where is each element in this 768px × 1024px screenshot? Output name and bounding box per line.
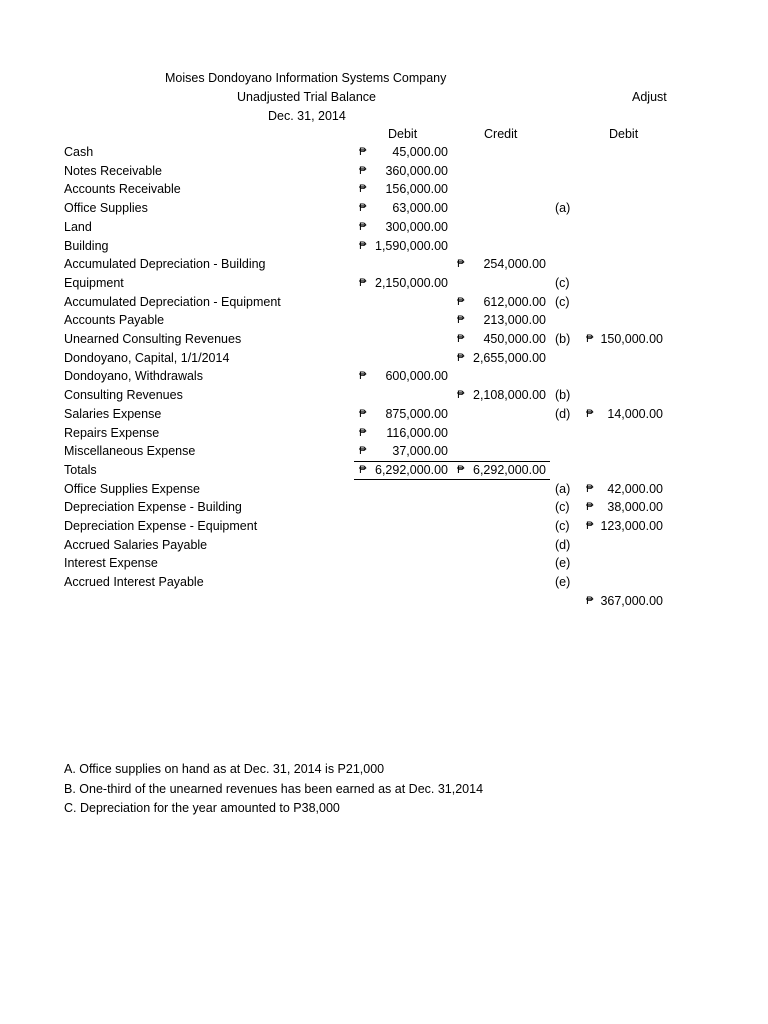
peso-sign: ₱	[586, 482, 594, 495]
adjustment-reference: (e)	[555, 556, 571, 571]
account-name: Interest Expense	[64, 556, 158, 571]
adjustment-reference: (c)	[555, 500, 570, 515]
credit-amount: 2,655,000.00	[473, 350, 546, 365]
adjustment-debit-amount: 14,000.00	[607, 406, 663, 421]
credit-amount: 254,000.00	[483, 257, 546, 272]
account-row	[0, 480, 768, 499]
account-name: Accounts Payable	[64, 313, 165, 328]
account-name: Dondoyano, Withdrawals	[64, 369, 203, 384]
account-row	[0, 180, 768, 199]
peso-sign: ₱	[457, 351, 465, 364]
account-name: Consulting Revenues	[64, 388, 183, 403]
account-row	[0, 554, 768, 573]
note-c: C. Depreciation for the year amounted to P38,000	[64, 801, 340, 815]
debit-amount: 875,000.00	[385, 406, 448, 421]
account-name: Land	[64, 219, 92, 234]
adjustment-reference: (b)	[555, 332, 571, 346]
peso-sign: ₱	[359, 164, 367, 177]
peso-sign: ₱	[586, 333, 594, 345]
account-name: Dondoyano, Capital, 1/1/2014	[64, 350, 230, 365]
credit-column-header: Credit	[484, 127, 518, 141]
account-row	[0, 143, 768, 162]
adjustment-reference: (a)	[555, 201, 571, 216]
adjustment-reference: (b)	[555, 388, 571, 403]
account-row	[0, 293, 768, 312]
adjustment-debit-amount: 150,000.00	[600, 332, 663, 346]
account-row	[0, 405, 768, 424]
account-row	[0, 386, 768, 405]
debit-amount: 45,000.00	[392, 145, 448, 159]
peso-sign: ₱	[359, 276, 367, 289]
peso-sign: ₱	[359, 146, 367, 158]
adjustments-heading: Adjust	[632, 90, 667, 104]
debit-amount: 37,000.00	[392, 444, 448, 459]
peso-sign: ₱	[359, 239, 367, 252]
account-name: Accounts Receivable	[64, 182, 181, 197]
peso-sign: ₱	[359, 370, 367, 383]
adjustment-reference: (d)	[555, 537, 571, 552]
account-row	[0, 517, 768, 536]
totals-row	[0, 461, 768, 480]
debit-amount: 63,000.00	[392, 201, 448, 216]
debit-amount: 156,000.00	[385, 182, 448, 197]
account-name: Salaries Expense	[64, 406, 162, 421]
account-row	[0, 330, 768, 349]
peso-sign: ₱	[359, 426, 367, 439]
peso-sign: ₱	[359, 220, 367, 233]
peso-sign: ₱	[586, 520, 594, 532]
adjustment-reference: (c)	[555, 294, 570, 309]
debit-amount: 600,000.00	[385, 369, 448, 384]
account-name: Office Supplies	[64, 201, 148, 216]
report-date: Dec. 31, 2014	[268, 109, 346, 123]
peso-sign: ₱	[586, 407, 594, 420]
credit-amount: 450,000.00	[483, 332, 546, 346]
account-row	[0, 162, 768, 181]
adjustment-debit-column-header: Debit	[609, 127, 639, 141]
credit-amount: 6,292,000.00	[473, 462, 546, 477]
company-name: Moises Dondoyano Information Systems Company	[165, 71, 447, 85]
adjustment-debit-amount: 367,000.00	[600, 593, 663, 608]
peso-sign: ₱	[457, 258, 465, 271]
peso-sign: ₱	[457, 333, 465, 345]
peso-sign: ₱	[359, 183, 367, 196]
account-row	[0, 237, 768, 256]
peso-sign: ₱	[457, 314, 465, 327]
account-row	[0, 311, 768, 330]
adjustment-reference: (a)	[555, 481, 571, 496]
account-row	[0, 367, 768, 386]
account-name: Depreciation Expense - Equipment	[64, 519, 258, 533]
totals-bottom-rule	[354, 479, 550, 480]
account-row	[0, 218, 768, 237]
account-name: Cash	[64, 145, 94, 159]
account-name: Depreciation Expense - Building	[64, 500, 242, 515]
account-name: Accumulated Depreciation - Building	[64, 257, 266, 272]
peso-sign: ₱	[586, 501, 594, 514]
credit-amount: 213,000.00	[483, 313, 546, 328]
adjustment-reference: (d)	[555, 406, 571, 421]
account-row	[0, 536, 768, 555]
debit-amount: 2,150,000.00	[375, 275, 448, 290]
peso-sign: ₱	[359, 202, 367, 215]
adjustment-reference: (c)	[555, 519, 570, 533]
account-row	[0, 274, 768, 293]
account-row	[0, 442, 768, 461]
note-b: B. One-third of the unearned revenues has been earned as at Dec. 31,2014	[64, 781, 484, 796]
adjustment-debit-amount: 38,000.00	[607, 500, 663, 515]
debit-amount: 116,000.00	[386, 425, 448, 440]
peso-sign: ₱	[359, 463, 367, 476]
account-row	[0, 573, 768, 592]
adjustment-notes	[64, 760, 483, 819]
account-name: Accrued Salaries Payable	[64, 537, 208, 552]
account-row	[0, 424, 768, 443]
account-name: Miscellaneous Expense	[64, 444, 196, 459]
account-row	[0, 498, 768, 517]
adjustment-reference: (c)	[555, 275, 570, 290]
account-name: Accumulated Depreciation - Equipment	[64, 294, 281, 309]
account-name: Building	[64, 238, 109, 253]
account-row	[0, 592, 768, 611]
account-row	[0, 349, 768, 368]
account-name: Repairs Expense	[64, 425, 160, 440]
peso-sign: ₱	[457, 463, 465, 476]
account-name: Notes Receivable	[64, 163, 162, 178]
peso-sign: ₱	[586, 594, 594, 607]
note-a: A. Office supplies on hand as at Dec. 31, 2014 is P21,000	[64, 762, 385, 776]
debit-amount: 6,292,000.00	[375, 462, 448, 477]
account-name: Accrued Interest Payable	[64, 575, 204, 590]
peso-sign: ₱	[359, 445, 367, 458]
peso-sign: ₱	[457, 389, 465, 402]
account-name: Totals	[64, 462, 97, 477]
account-name: Unearned Consulting Revenues	[64, 332, 242, 346]
peso-sign: ₱	[359, 407, 367, 420]
credit-amount: 612,000.00	[483, 294, 546, 309]
debit-amount: 300,000.00	[385, 219, 448, 234]
debit-amount: 1,590,000.00	[375, 238, 448, 253]
peso-sign: ₱	[457, 295, 465, 308]
account-name: Equipment	[64, 275, 124, 290]
account-row	[0, 255, 768, 274]
debit-column-header: Debit	[388, 127, 418, 141]
adjustment-reference: (e)	[555, 575, 571, 590]
account-name: Office Supplies Expense	[64, 481, 200, 496]
debit-amount: 360,000.00	[385, 163, 448, 178]
report-title: Unadjusted Trial Balance	[237, 90, 376, 104]
totals-top-rule	[354, 461, 550, 462]
adjustment-debit-amount: 42,000.00	[607, 481, 663, 496]
account-row	[0, 199, 768, 218]
credit-amount: 2,108,000.00	[473, 388, 546, 403]
adjustment-debit-amount: 123,000.00	[600, 519, 663, 533]
